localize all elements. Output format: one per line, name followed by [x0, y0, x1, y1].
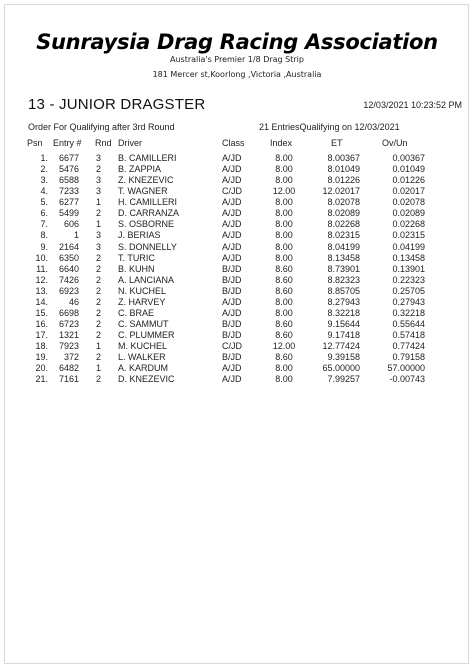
cell-entry: 6350	[58, 252, 79, 263]
cell-class: A/JD	[222, 307, 242, 318]
cell-psn: 11.	[36, 263, 48, 274]
cell-class: A/JD	[222, 219, 242, 230]
cell-index: 8.60	[275, 319, 293, 330]
cell-psn: 19.	[35, 352, 48, 363]
cell-index: 8.00	[275, 363, 293, 374]
cell-class: B/JD	[222, 274, 242, 285]
cell-entry: 606	[63, 219, 79, 230]
cell-index: 8.00	[275, 197, 293, 208]
cell-rnd: 2	[96, 374, 102, 385]
cell-et: 12.02017	[322, 186, 360, 197]
report-datetime: 12/03/2021 10:23:52 PM	[363, 100, 462, 110]
cell-driver: D. CARRANZA	[118, 208, 180, 219]
cell-class: A/JD	[222, 208, 242, 219]
cell-ovun: 0.57418	[392, 330, 425, 341]
cell-ovun: 0.13901	[392, 263, 425, 274]
cell-class: A/JD	[222, 197, 242, 208]
cell-index: 8.60	[275, 330, 293, 341]
cell-driver: Z. KNEZEVIC	[118, 175, 174, 186]
cell-et: 9.39158	[327, 352, 360, 363]
cell-rnd: 2	[96, 296, 102, 307]
cell-et: 12.77424	[322, 341, 360, 352]
cell-class: C/JD	[222, 341, 242, 352]
cell-rnd: 3	[96, 153, 102, 163]
cell-et: 8.02268	[327, 219, 360, 230]
cell-et: 9.17418	[327, 330, 360, 341]
cell-driver: C. PLUMMER	[118, 330, 175, 341]
col-entry-header: Entry #	[53, 138, 82, 148]
cell-psn: 13.	[35, 285, 48, 296]
cell-ovun: 0.13458	[392, 252, 425, 263]
cell-et: 8.02315	[327, 230, 360, 241]
cell-driver: Z. HARVEY	[118, 296, 166, 307]
cell-rnd: 3	[96, 241, 102, 252]
col-ovun-header: Ov/Un	[382, 138, 408, 148]
cell-index: 8.00	[275, 208, 293, 219]
cell-rnd: 1	[96, 363, 102, 374]
col-driver-header: Driver	[118, 138, 142, 148]
col-index-header: Index	[270, 138, 293, 148]
cell-driver: B. KUHN	[118, 263, 155, 274]
cell-class: A/JD	[222, 363, 242, 374]
cell-ovun: 0.00367	[392, 153, 425, 163]
cell-rnd: 1	[96, 341, 102, 352]
cell-entry: 1	[73, 230, 79, 241]
cell-entry: 6923	[58, 285, 79, 296]
cell-et: 65.00000	[322, 363, 360, 374]
cell-driver: T. WAGNER	[118, 186, 168, 197]
cell-ovun: 0.02078	[392, 197, 425, 208]
cell-entry: 6723	[58, 319, 79, 330]
cell-psn: 2.	[40, 164, 48, 175]
cell-ovun: 0.02315	[392, 230, 425, 241]
cell-index: 8.00	[275, 230, 293, 241]
cell-et: 8.01226	[327, 175, 360, 186]
cell-rnd: 2	[96, 164, 102, 175]
cell-ovun: 0.02268	[392, 219, 425, 230]
cell-entry: 5476	[58, 164, 79, 175]
cell-index: 8.00	[275, 374, 293, 385]
cell-et: 8.01049	[327, 164, 360, 175]
cell-et: 8.02078	[327, 197, 360, 208]
cell-driver: C. BRAE	[118, 307, 155, 318]
cell-class: B/JD	[222, 319, 242, 330]
cell-ovun: 0.55644	[392, 319, 425, 330]
cell-psn: 17.	[35, 330, 48, 341]
cell-psn: 1.	[40, 153, 48, 163]
cell-driver: M. KUCHEL	[118, 341, 168, 352]
cell-index: 8.60	[275, 352, 293, 363]
cell-index: 8.00	[275, 296, 293, 307]
cell-entry: 7233	[58, 186, 79, 197]
cell-entry: 1321	[58, 330, 79, 341]
cell-rnd: 2	[96, 274, 102, 285]
cell-index: 8.00	[275, 153, 293, 163]
cell-ovun: 0.27943	[392, 296, 425, 307]
cell-entry: 6588	[58, 175, 79, 186]
cell-index: 8.00	[275, 241, 293, 252]
cell-index: 8.00	[275, 175, 293, 186]
cell-class: A/JD	[222, 153, 242, 163]
cell-driver: S. DONNELLY	[118, 241, 177, 252]
cell-et: 8.32218	[327, 307, 360, 318]
cell-driver: A. KARDUM	[118, 363, 169, 374]
cell-entry: 6277	[58, 197, 79, 208]
cell-entry: 7923	[58, 341, 79, 352]
cell-ovun: 0.79158	[392, 352, 425, 363]
cell-ovun: 0.77424	[392, 341, 425, 352]
cell-psn: 14.	[35, 296, 48, 307]
cell-psn: 18.	[35, 341, 48, 352]
cell-ovun: 0.02017	[392, 186, 425, 197]
cell-class: A/JD	[222, 241, 242, 252]
entries-count-text: 21 EntriesQualifying on 12/03/2021	[259, 122, 400, 132]
cell-entry: 2164	[58, 241, 79, 252]
col-class-header: Class	[222, 138, 245, 148]
cell-ovun: 0.01226	[392, 175, 425, 186]
cell-entry: 6698	[58, 307, 79, 318]
cell-class: A/JD	[222, 296, 242, 307]
cell-driver: J. BERIAS	[118, 230, 161, 241]
cell-class: A/JD	[222, 164, 242, 175]
cell-index: 8.00	[275, 164, 293, 175]
qualifying-order-text: Order For Qualifying after 3rd Round	[28, 122, 175, 132]
cell-ovun: 0.01049	[392, 164, 425, 175]
cell-driver: A. LANCIANA	[118, 274, 175, 285]
cell-et: 7.99257	[327, 374, 360, 385]
cell-index: 8.00	[275, 219, 293, 230]
cell-et: 8.85705	[327, 285, 360, 296]
cell-driver: B. CAMILLERI	[118, 153, 177, 163]
cell-index: 12.00	[272, 186, 296, 197]
cell-driver: S. OSBORNE	[118, 219, 175, 230]
cell-psn: 21.	[35, 374, 48, 385]
cell-psn: 20.	[35, 363, 48, 374]
cell-rnd: 2	[96, 263, 102, 274]
cell-psn: 6.	[40, 208, 48, 219]
cell-psn: 9.	[40, 241, 48, 252]
cell-index: 8.00	[275, 307, 293, 318]
cell-entry: 6482	[58, 363, 79, 374]
cell-class: B/JD	[222, 330, 242, 341]
cell-et: 8.82323	[327, 274, 360, 285]
cell-class: C/JD	[222, 186, 242, 197]
cell-index: 8.60	[275, 285, 293, 296]
cell-index: 12.00	[272, 341, 296, 352]
cell-rnd: 2	[96, 208, 102, 219]
cell-ovun: 57.00000	[387, 363, 425, 374]
cell-ovun: 0.02089	[392, 208, 425, 219]
cell-et: 8.04199	[327, 241, 360, 252]
cell-rnd: 2	[96, 352, 102, 363]
cell-rnd: 2	[96, 252, 102, 263]
col-rnd-header: Rnd	[95, 138, 112, 148]
col-psn-header: Psn	[27, 138, 43, 148]
cell-entry: 7161	[58, 374, 79, 385]
cell-entry: 7426	[58, 274, 79, 285]
cell-index: 8.00	[275, 252, 293, 263]
cell-et: 8.73901	[327, 263, 360, 274]
cell-rnd: 3	[96, 186, 102, 197]
cell-ovun: 0.04199	[392, 241, 425, 252]
cell-ovun: 0.32218	[392, 307, 425, 318]
cell-et: 9.15644	[327, 319, 360, 330]
cell-et: 8.27943	[327, 296, 360, 307]
cell-class: A/JD	[222, 230, 242, 241]
cell-psn: 5.	[40, 197, 48, 208]
cell-entry: 46	[68, 296, 79, 307]
cell-rnd: 2	[96, 285, 102, 296]
cell-entry: 6640	[58, 263, 79, 274]
cell-entry: 372	[63, 352, 79, 363]
cell-psn: 3.	[40, 175, 48, 186]
cell-class: A/JD	[222, 374, 242, 385]
cell-ovun: 0.25705	[392, 285, 425, 296]
cell-rnd: 2	[96, 330, 102, 341]
cell-driver: N. KUCHEL	[118, 285, 167, 296]
cell-rnd: 2	[96, 307, 102, 318]
cell-driver: B. ZAPPIA	[118, 164, 162, 175]
cell-class: B/JD	[222, 285, 242, 296]
cell-psn: 10.	[35, 252, 48, 263]
cell-driver: H. CAMILLERI	[118, 197, 178, 208]
cell-class: A/JD	[222, 175, 242, 186]
cell-et: 8.00367	[327, 153, 360, 163]
cell-index: 8.60	[275, 274, 293, 285]
cell-entry: 6677	[58, 153, 79, 163]
cell-entry: 5499	[58, 208, 79, 219]
cell-rnd: 3	[96, 175, 102, 186]
cell-psn: 16.	[35, 319, 48, 330]
cell-index: 8.60	[275, 263, 293, 274]
cell-class: B/JD	[222, 263, 242, 274]
cell-rnd: 3	[96, 230, 102, 241]
cell-psn: 8.	[40, 230, 48, 241]
cell-class: A/JD	[222, 252, 242, 263]
cell-psn: 7.	[40, 219, 48, 230]
org-address: 181 Mercer st,Koorlong ,Victoria ,Australia	[152, 70, 322, 79]
cell-ovun: 0.22323	[392, 274, 425, 285]
cell-rnd: 2	[96, 319, 102, 330]
cell-psn: 4.	[40, 186, 48, 197]
event-title: 13 - JUNIOR DRAGSTER	[28, 96, 206, 113]
cell-driver: L. WALKER	[118, 352, 166, 363]
cell-class: B/JD	[222, 352, 242, 363]
cell-driver: T. TURIC	[118, 252, 155, 263]
cell-ovun: -0.00743	[389, 374, 425, 385]
cell-driver: C. SAMMUT	[118, 319, 169, 330]
org-tagline: Australia's Premier 1/8 Drag Strip	[170, 55, 304, 64]
cell-psn: 12.	[35, 274, 48, 285]
cell-et: 8.13458	[327, 252, 360, 263]
org-name: Sunraysia Drag Racing Association	[36, 30, 438, 54]
col-et-header: ET	[331, 138, 343, 148]
cell-et: 8.02089	[327, 208, 360, 219]
cell-psn: 15.	[35, 307, 48, 318]
cell-rnd: 1	[96, 219, 102, 230]
cell-rnd: 1	[96, 197, 102, 208]
cell-driver: D. KNEZEVIC	[118, 374, 175, 385]
